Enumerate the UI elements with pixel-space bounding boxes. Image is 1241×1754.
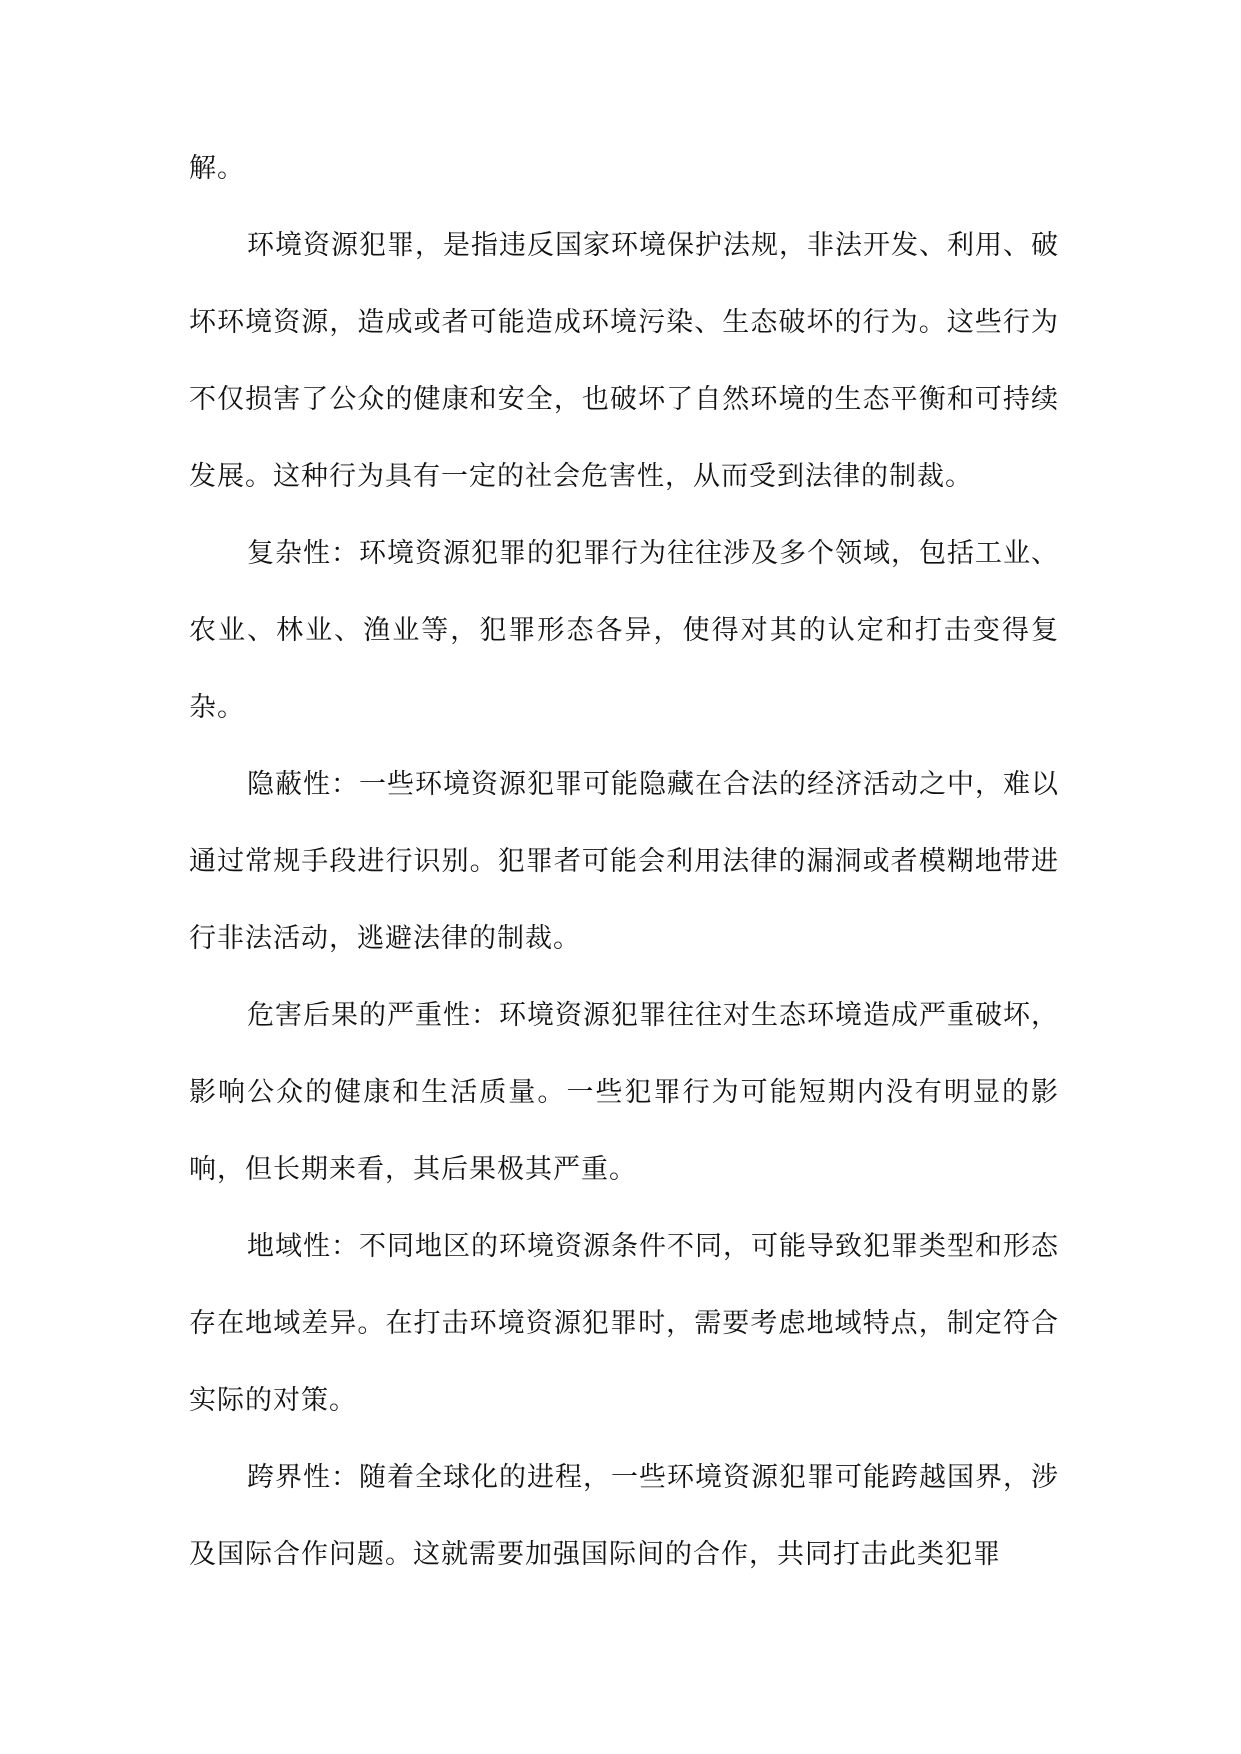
paragraph-complexity: 复杂性：环境资源犯罪的犯罪行为往往涉及多个领域，包括工业、农业、林业、渔业等，犯罪形态各异，使得对其的认定和打击变得复杂。: [189, 538, 1059, 723]
paragraph-concealment: 隐蔽性：一些环境资源犯罪可能隐藏在合法的经济活动之中，难以通过常规手段进行识别。犯罪者可能会利用法律的漏洞或者模糊地带进行非法活动，逃避法律的制裁。: [189, 769, 1059, 954]
paragraph-regionality: 地域性：不同地区的环境资源条件不同，可能导致犯罪类型和形态存在地域差异。在打击环境资源犯罪时，需要考虑地域特点，制定符合实际的对策。: [189, 1231, 1059, 1416]
paragraph-definition: 环境资源犯罪，是指违反国家环境保护法规，非法开发、利用、破坏环境资源，造成或者可能造成环境污染、生态破坏的行为。这些行为不仅损害了公众的健康和安全，也破坏了自然环境的生态平衡和可持续发展。这种行为具有一定的社会危害性，从而受到法律的制裁。: [189, 230, 1059, 492]
paragraph-continuation: 解。: [189, 153, 245, 184]
paragraph-severity: 危害后果的严重性：环境资源犯罪往往对生态环境造成严重破坏，影响公众的健康和生活质量。一些犯罪行为可能短期内没有明显的影响，但长期来看，其后果极其严重。: [189, 1000, 1059, 1185]
paragraph-cross-border: 跨界性：随着全球化的进程，一些环境资源犯罪可能跨越国界，涉及国际合作问题。这就需要加强国际间的合作，共同打击此类犯罪: [189, 1462, 1059, 1570]
document-body: [189, 130, 1059, 1593]
